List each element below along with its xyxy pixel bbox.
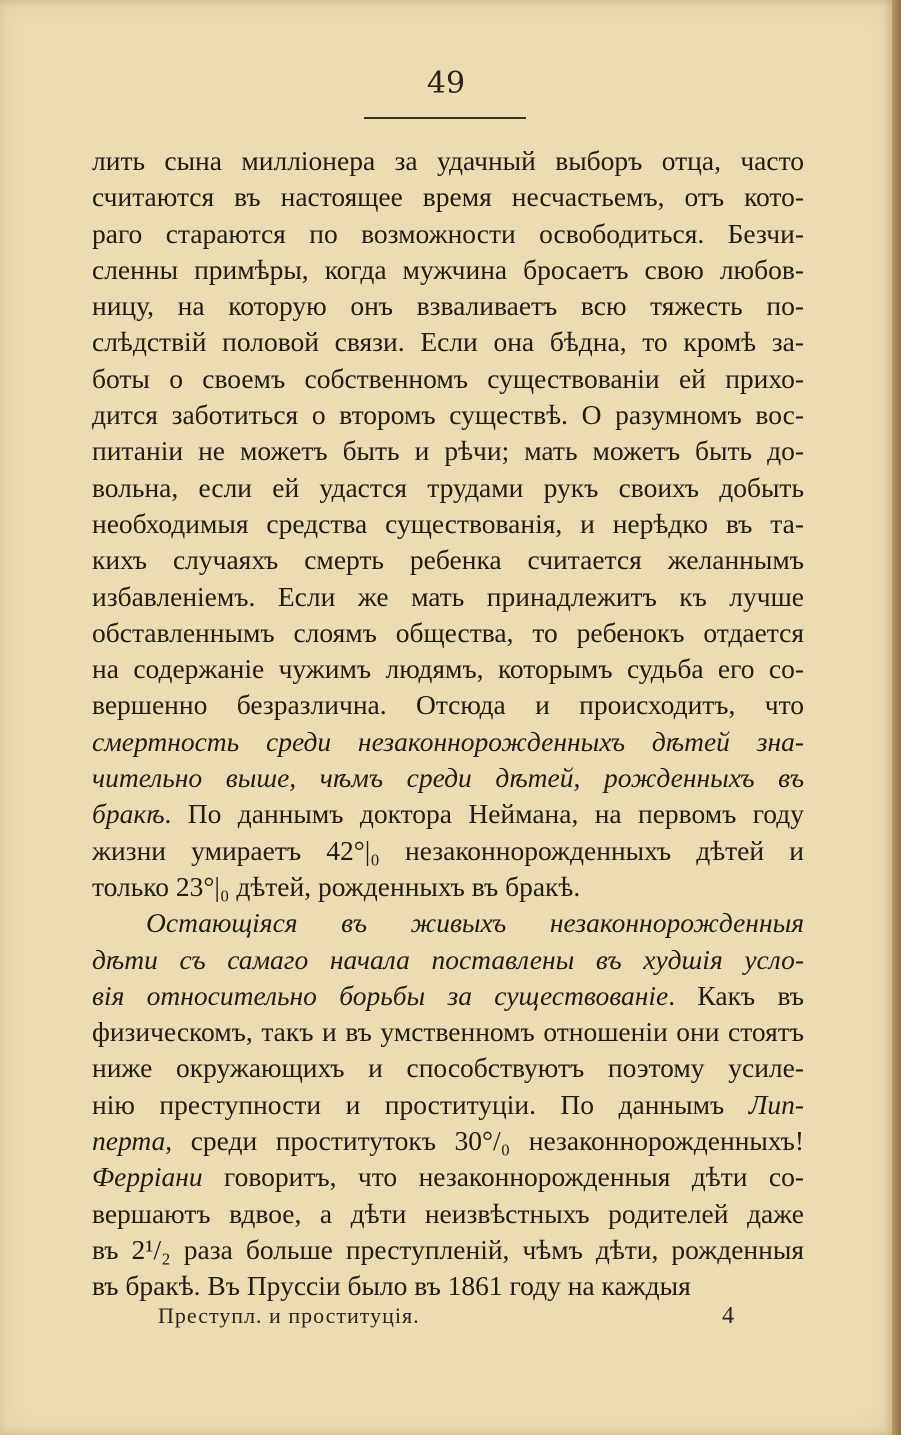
- text-line: [92, 506, 804, 542]
- text-segment: физическомъ, такъ и въ умственномъ отношеніи они стоятъ: [92, 1016, 804, 1048]
- text-segment: вершенно безразлична. Отсюда и происходитъ, что: [92, 689, 804, 721]
- text-segment: дится заботиться о второмъ существѣ. О разумномъ вос-: [92, 399, 804, 431]
- text-line: [92, 179, 804, 215]
- text-line: [92, 579, 804, 615]
- text-segment: . По даннымъ доктора Неймана, на первомъ году: [164, 798, 804, 830]
- text-line: [92, 687, 804, 723]
- text-segment: вольна, если ей удастся трудами рукъ своихъ добыть: [92, 471, 804, 503]
- text-segment: сленны примѣры, когда мужчина бросаетъ свою любов-: [92, 253, 804, 285]
- text-line: [92, 833, 804, 869]
- text-line: [92, 978, 804, 1014]
- text-line: [92, 1050, 804, 1086]
- text-line: [92, 542, 804, 578]
- text-segment: боты о своемъ собственномъ существованіи ей прихо-: [92, 362, 804, 394]
- emphasis-text: Ферріани: [92, 1161, 203, 1193]
- text-segment: жизни умираетъ 42°|₀ незаконнорожденныхъ дѣтей и: [92, 834, 804, 866]
- emphasis-text: Остающіяся въ живыхъ незаконнорожденныя: [146, 907, 804, 939]
- emphasis-text: вія относительно борьбы за существованіе: [92, 979, 669, 1011]
- text-segment: въ 2¹/₂ раза больше преступленій, чѣмъ дѣти, рожденныя: [92, 1233, 804, 1265]
- text-line: [92, 796, 804, 832]
- text-segment: . Какъ въ: [668, 979, 804, 1011]
- text-segment: въ бракѣ. Въ Пруссіи было въ 1861 году на каждыя: [92, 1270, 691, 1302]
- text-line: [92, 651, 804, 687]
- text-line: [92, 1232, 804, 1268]
- text-segment: питаніи не можетъ быть и рѣчи; мать можетъ быть до-: [92, 435, 804, 467]
- sheet-number: 4: [722, 1303, 734, 1329]
- text-segment: только 23°|₀ дѣтей, рожденныхъ въ бракѣ.: [92, 870, 581, 902]
- emphasis-text: перта: [92, 1125, 166, 1157]
- text-segment: лить сына милліонера за удачный выборъ отца, часто: [92, 145, 804, 176]
- text-line: [92, 905, 804, 941]
- text-line: [92, 397, 804, 433]
- body-text: [92, 143, 804, 1305]
- emphasis-text: чительно выше, чѣмъ среди дѣтей, рожденныхъ въ: [92, 762, 804, 794]
- emphasis-text: Лип-: [748, 1088, 804, 1120]
- text-line: [92, 1014, 804, 1050]
- text-line: [92, 143, 804, 179]
- text-segment: ниже окружающихъ и способствуютъ поэтому усиле-: [92, 1052, 804, 1084]
- text-line: [92, 1123, 804, 1159]
- text-line: [92, 1159, 804, 1195]
- text-segment: ницу, на которую онъ взваливаетъ всю тяжесть по-: [92, 290, 804, 322]
- text-line: [92, 324, 804, 360]
- text-segment: вершаютъ вдвое, а дѣти неизвѣстныхъ родителей даже: [92, 1197, 804, 1229]
- footer-signature: Преступл. и проституція.: [158, 1303, 420, 1328]
- text-line: [92, 288, 804, 324]
- text-segment: , среди проститутокъ 30°/₀ незаконнорожденныхъ!: [165, 1125, 804, 1157]
- emphasis-text: дѣти съ самаго начала поставлены въ худшія усло-: [92, 943, 804, 975]
- text-segment: на содержаніе чужимъ людямъ, которымъ судьба его со-: [92, 653, 804, 685]
- text-line: [92, 433, 804, 469]
- text-line: [92, 724, 804, 760]
- emphasis-text: смертность среди незаконнорожденныхъ дѣтей зна-: [92, 725, 804, 757]
- text-segment: кихъ случаяхъ смерть ребенка считается желаннымъ: [92, 544, 804, 576]
- header-rule: [364, 117, 526, 119]
- text-line: [92, 1196, 804, 1232]
- text-segment: необходимыя средства существованія, и нерѣдко въ та-: [92, 507, 804, 539]
- emphasis-text: бракѣ: [92, 798, 165, 830]
- text-line: [92, 361, 804, 397]
- text-line: [92, 760, 804, 796]
- text-line: [92, 615, 804, 651]
- page-edge: [892, 0, 901, 1435]
- page-number: 49: [426, 66, 466, 101]
- text-segment: нію преступности и проституціи. По даннымъ: [92, 1088, 749, 1120]
- text-line: [92, 1268, 804, 1304]
- text-line: [92, 942, 804, 978]
- text-segment: избавленіемъ. Если же мать принадлежитъ къ лучше: [92, 580, 804, 612]
- text-segment: обставленнымъ слоямъ общества, то ребенокъ отдается: [92, 616, 804, 648]
- text-line: [92, 216, 804, 252]
- text-line: [92, 869, 804, 905]
- text-segment: раго стараются по возможности освободиться. Безчи-: [92, 217, 804, 249]
- text-segment: считаются въ настоящее время несчастьемъ, отъ кото-: [92, 181, 804, 213]
- text-line: [92, 470, 804, 506]
- text-line: [92, 252, 804, 288]
- text-line: [92, 1087, 804, 1123]
- text-segment: слѣдствій половой связи. Если она бѣдна, то кромѣ за-: [92, 326, 804, 358]
- text-segment: говоритъ, что незаконнорожденныя дѣти со-: [202, 1161, 804, 1193]
